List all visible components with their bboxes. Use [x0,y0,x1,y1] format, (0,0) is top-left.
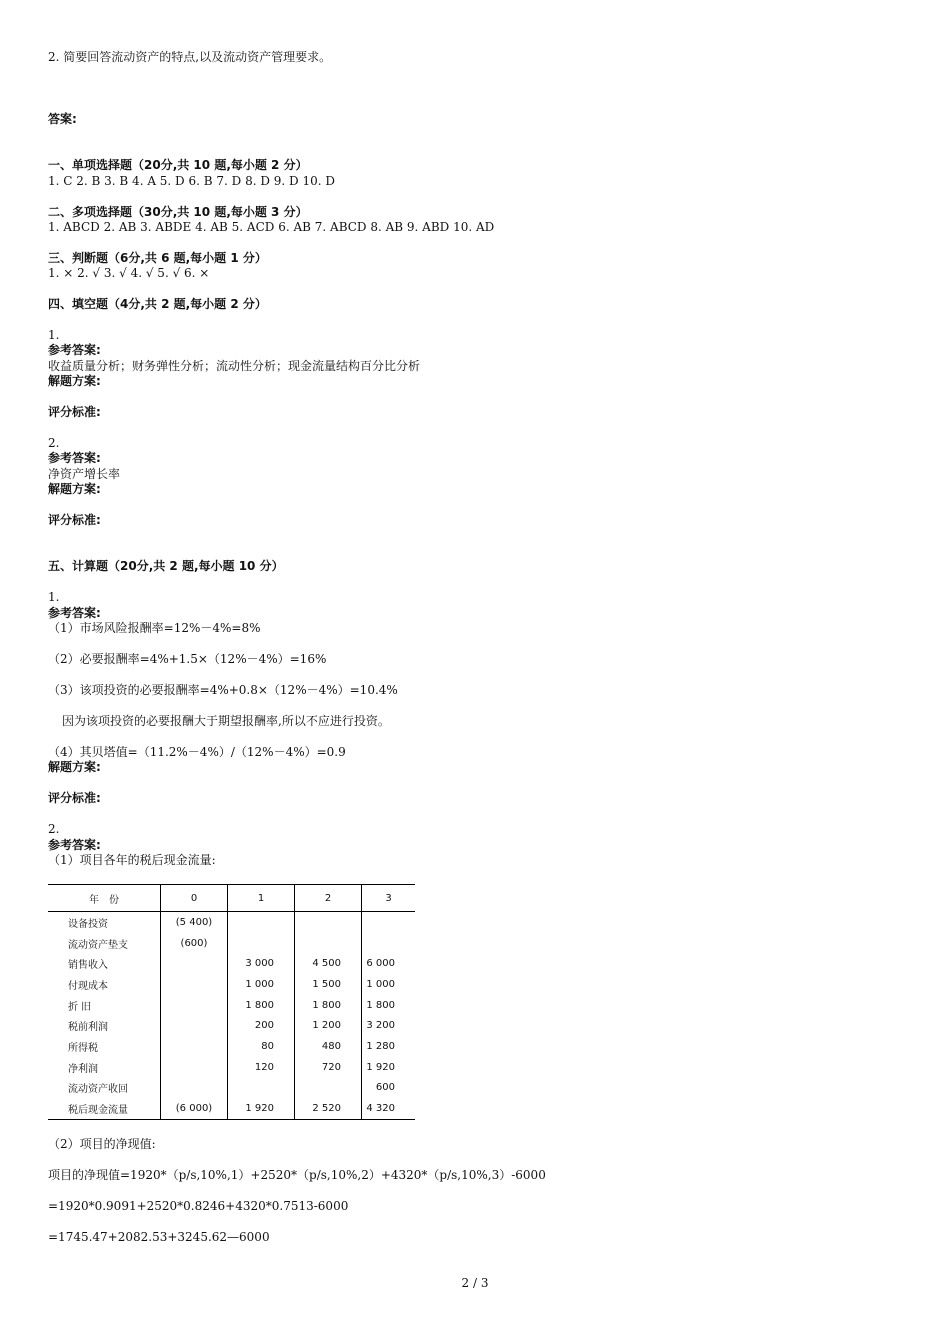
s4-q2-num: 2. [48,436,60,450]
table-cell: 200 [228,1015,295,1036]
table-cell: 1 000 [362,974,416,995]
table-cell: (5 400) [161,912,228,933]
table-cell: 2 520 [295,1098,362,1119]
table-row [48,1015,415,1036]
npv-line-1: 项目的净现值=1920*（p/s,10%,1）+2520*（p/s,10%,2）+4320*（p/s,10%,3）-6000 [48,1168,546,1182]
row-label: 设备投资 [68,918,108,930]
table-header: 0 [161,885,228,912]
s4-q1-num: 1. [48,328,60,342]
s4-q1-score-label: 评分标准: [48,405,101,419]
table-cell [228,1078,295,1099]
table-cell: 1 800 [362,995,416,1016]
table-cell: 1 500 [295,974,362,995]
table-header: 年 份 [48,885,161,912]
npv-line-3: =1745.47+2082.53+3245.62—6000 [48,1230,270,1244]
table-cell: 120 [228,1057,295,1078]
s5-q2-num: 2. [48,822,60,836]
table-header: 1 [228,885,295,912]
table-row [48,1057,415,1078]
table-body [48,912,415,1120]
row-label: 销售收入 [68,960,108,972]
row-label: 税前利润 [68,1022,108,1034]
table-cell [161,1036,228,1057]
table-cell [295,1078,362,1099]
section-2-answers: 1. ABCD 2. AB 3. ABDE 4. AB 5. ACD 6. AB 7. ABCD 8. AB 9. ABD 10. AD [48,220,495,234]
page-number: 2 / 3 [461,1276,489,1290]
table-cell: 1 800 [228,995,295,1016]
row-label: 税后现金流量 [48,1098,161,1119]
row-label: 折 旧 [68,1001,92,1013]
table-cell: 1 800 [295,995,362,1016]
s4-q1-sol-label: 解题方案: [48,374,101,388]
table-row [48,933,415,954]
table-row [48,1078,415,1099]
row-label: 流动资产垫支 [68,939,128,951]
table-cell [228,912,295,933]
table-cell [161,953,228,974]
table-cell [161,1078,228,1099]
section-1-title: 一、单项选择题（20分,共 10 题,每小题 2 分） [48,158,308,172]
table-row [48,1036,415,1057]
s4-q2-sol-label: 解题方案: [48,482,101,496]
table-cell: 720 [295,1057,362,1078]
table-cell: 1 280 [362,1036,416,1057]
s5-q2-table-caption: （1）项目各年的税后现金流量: [48,853,216,867]
table-cell: 6 000 [362,953,416,974]
table-cell: 1 200 [295,1015,362,1036]
s4-q2-ref-label: 参考答案: [48,451,101,465]
row-label: 付现成本 [68,980,108,992]
table-cell [161,1015,228,1036]
table-cell: 600 [362,1078,416,1099]
s5-q2-ref-label: 参考答案: [48,838,101,852]
s5-q1-line-2: （2）必要报酬率=4%+1.5×（12%－4%）=16% [48,652,327,666]
table-cell [161,995,228,1016]
s4-q1-ref: 收益质量分析；财务弹性分析；流动性分析；现金流量结构百分比分析 [48,359,421,373]
table-header-row [48,885,415,912]
table-row [48,974,415,995]
answers-heading: 答案: [48,112,77,126]
npv-title: （2）项目的净现值: [48,1137,156,1151]
section-5-title: 五、计算题（20分,共 2 题,每小题 10 分） [48,559,284,573]
table-cell [228,933,295,954]
question-2: 2. 简要回答流动资产的特点,以及流动资产管理要求。 [48,50,332,64]
row-label: 流动资产收回 [68,1084,128,1096]
s5-q1-line-5: （4）其贝塔值=（11.2%－4%）/（12%－4%）=0.9 [48,745,346,759]
table-cell: 3 200 [362,1015,416,1036]
s5-q1-line-3: （3）该项投资的必要报酬率=4%+0.8×（12%－4%）=10.4% [48,683,398,697]
s5-q1-score-label: 评分标准: [48,791,101,805]
s5-q1-num: 1. [48,590,60,604]
s4-q1-ref-label: 参考答案: [48,343,101,357]
table-header: 2 [295,885,362,912]
npv-line-2: =1920*0.9091+2520*0.8246+4320*0.7513-6000 [48,1199,349,1213]
section-2-title: 二、多项选择题（30分,共 10 题,每小题 3 分） [48,205,308,219]
row-label: 净利润 [68,1063,98,1075]
table-cell: 1 920 [228,1098,295,1119]
table-cell: 4 320 [362,1098,416,1119]
table-cell: 4 500 [295,953,362,974]
table-row [48,1098,415,1119]
s4-q2-ref: 净资产增长率 [48,467,121,481]
s5-q1-sol-label: 解题方案: [48,760,101,774]
table-cell [362,912,416,933]
table-cell [295,933,362,954]
cash-flow-table [48,884,415,1120]
table-cell: 480 [295,1036,362,1057]
table-row [48,995,415,1016]
table-cell [295,912,362,933]
table-cell: 1 920 [362,1057,416,1078]
table-cell [161,974,228,995]
table-cell [161,1057,228,1078]
table-row [48,953,415,974]
table-cell: (6 000) [161,1098,228,1119]
table-header: 3 [362,885,416,912]
s4-q2-score-label: 评分标准: [48,513,101,527]
s5-q1-line-4: 因为该项投资的必要报酬大于期望报酬率,所以不应进行投资。 [62,714,390,728]
table-cell: 3 000 [228,953,295,974]
section-3-answers: 1. × 2. √ 3. √ 4. √ 5. √ 6. × [48,266,210,280]
table-cell: (600) [161,933,228,954]
table-cell [362,933,416,954]
table-cell: 1 000 [228,974,295,995]
section-3-title: 三、判断题（6分,共 6 题,每小题 1 分） [48,251,267,265]
table-row [48,912,415,933]
row-label: 所得税 [68,1042,98,1054]
table-cell: 80 [228,1036,295,1057]
s5-q1-ref-label: 参考答案: [48,606,101,620]
s5-q1-line-1: （1）市场风险报酬率=12%－4%=8% [48,621,261,635]
section-4-title: 四、填空题（4分,共 2 题,每小题 2 分） [48,297,267,311]
section-1-answers: 1. C 2. B 3. B 4. A 5. D 6. B 7. D 8. D 9. D 10. D [48,174,336,188]
